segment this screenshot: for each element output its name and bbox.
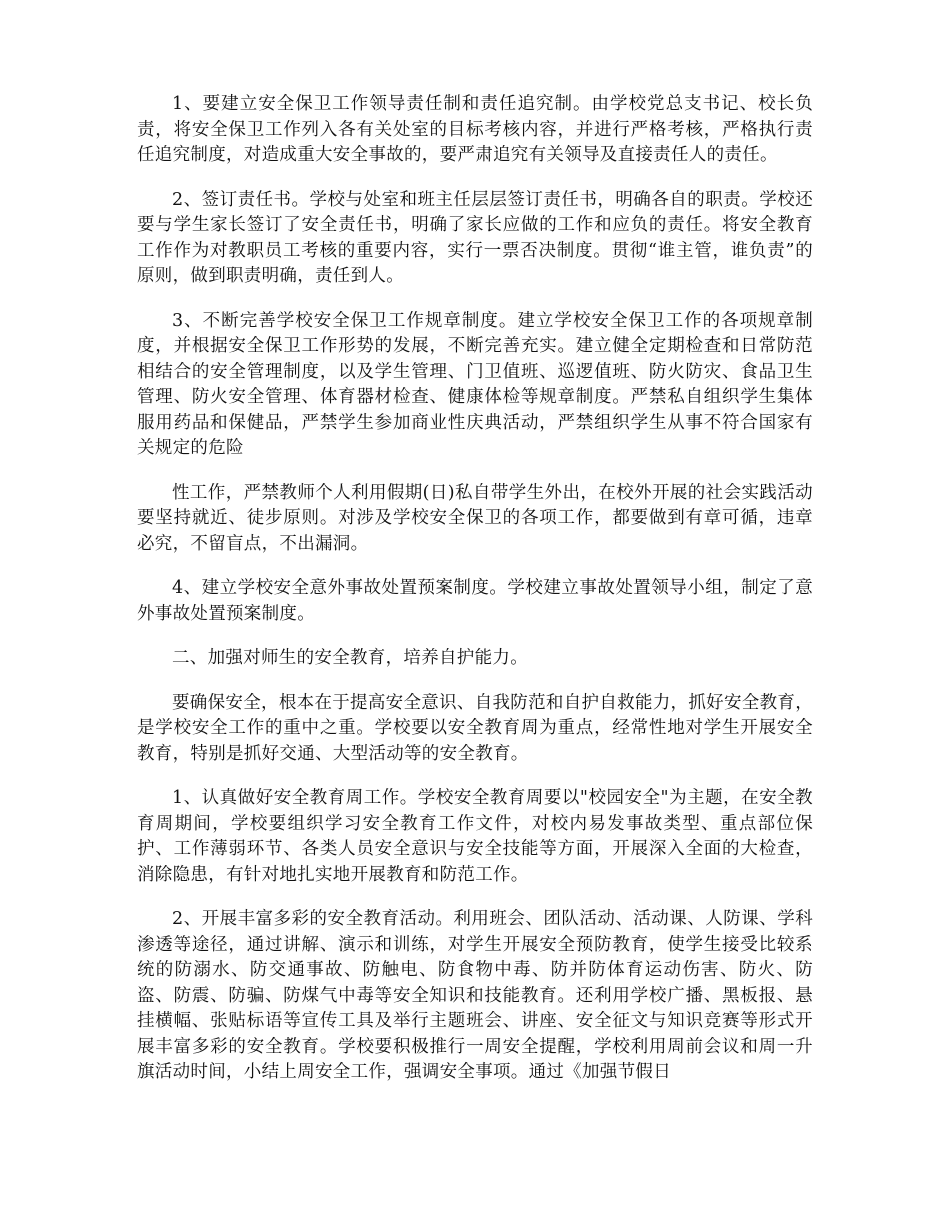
section-heading-safety-education: 二、加强对师生的安全教育，培养自护能力。 — [172, 648, 528, 668]
paragraph-rules-and-regulations: 3、不断完善学校安全保卫工作规章制度。建立学校安全保卫工作的各项规章制度，并根据安全保卫工作形势的发展，不断完善充实。建立健全定期检查和日常防范相结合的安全管理制度，以及学生管理、门卫值班、巡逻值班、防火防灾、食品卫生管理、防火安全管理、体育器材检查、健康体检等规章制度。严禁私自组织学生集体服用药品和保健品，严禁学生参加商业性庆典活动，严禁组织学生从事不符合国家有关规定的危险 — [137, 310, 813, 458]
paragraph-rules-continued: 性工作，严禁教师个人利用假期(日)私自带学生外出，在校外开展的社会实践活动要坚持就近、徒步原则。对涉及学校安全保卫的各项工作，都要做到有章可循，违章必究，不留盲点，不出漏洞。 — [137, 482, 813, 554]
paragraph-safety-education-intro: 要确保安全，根本在于提高安全意识、自我防范和自护自救能力，抓好安全教育，是学校安全工作的重中之重。学校要以安全教育周为重点，经常性地对学生开展安全教育，特别是抓好交通、大型活动等的安全教育。 — [137, 692, 813, 764]
paragraph-responsibility-system: 1、要建立安全保卫工作领导责任制和责任追究制。由学校党总支书记、校长负责，将安全保卫工作列入各有关处室的目标考核内容，并进行严格考核，严格执行责任追究制度，对造成重大安全事故的，要严肃追究有关领导及直接责任人的责任。 — [137, 94, 813, 165]
paragraph-safety-week: 1、认真做好安全教育周工作。学校安全教育周要以"校园安全"为主题，在安全教育周期间，学校要组织学习安全教育工作文件，对校内易发事故类型、重点部位保护、工作薄弱环节、各类人员安全意识与安全技能等方面，开展深入全面的大检查，消除隐患，有针对地扎实地开展教育和防范工作。 — [137, 788, 813, 885]
paragraph-education-activities: 2、开展丰富多彩的安全教育活动。利用班会、团队活动、活动课、人防课、学科渗透等途径，通过讲解、演示和训练，对学生开展安全预防教育，使学生接受比较系统的防溺水、防交通事故、防触电、防食物中毒、防并防体育运动伤害、防火、防盗、防震、防骗、防煤气中毒等安全知识和技能教育。还利用学校广播、黑板报、悬挂横幅、张贴标语等宣传工具及举行主题班会、讲座、安全征文与知识竞赛等形式开展丰富多彩的安全教育。学校要积极推行一周安全提醒，学校利用周前会议和周一升旗活动时间，小结上周安全工作，强调安全事项。通过《加强节假日 — [137, 909, 813, 1082]
document-body — [137, 92, 813, 1105]
paragraph-responsibility-letter: 2、签订责任书。学校与处室和班主任层层签订责任书，明确各自的职责。学校还要与学生家长签订了安全责任书，明确了家长应做的工作和应负的责任。将安全教育工作作为对教职员工考核的重要内容，实行一票否决制度。贯彻“谁主管，谁负责”的原则，做到职责明确，责任到人。 — [137, 189, 813, 286]
paragraph-accident-plan: 4、建立学校安全意外事故处置预案制度。学校建立事故处置领导小组，制定了意外事故处置预案制度。 — [137, 578, 813, 624]
